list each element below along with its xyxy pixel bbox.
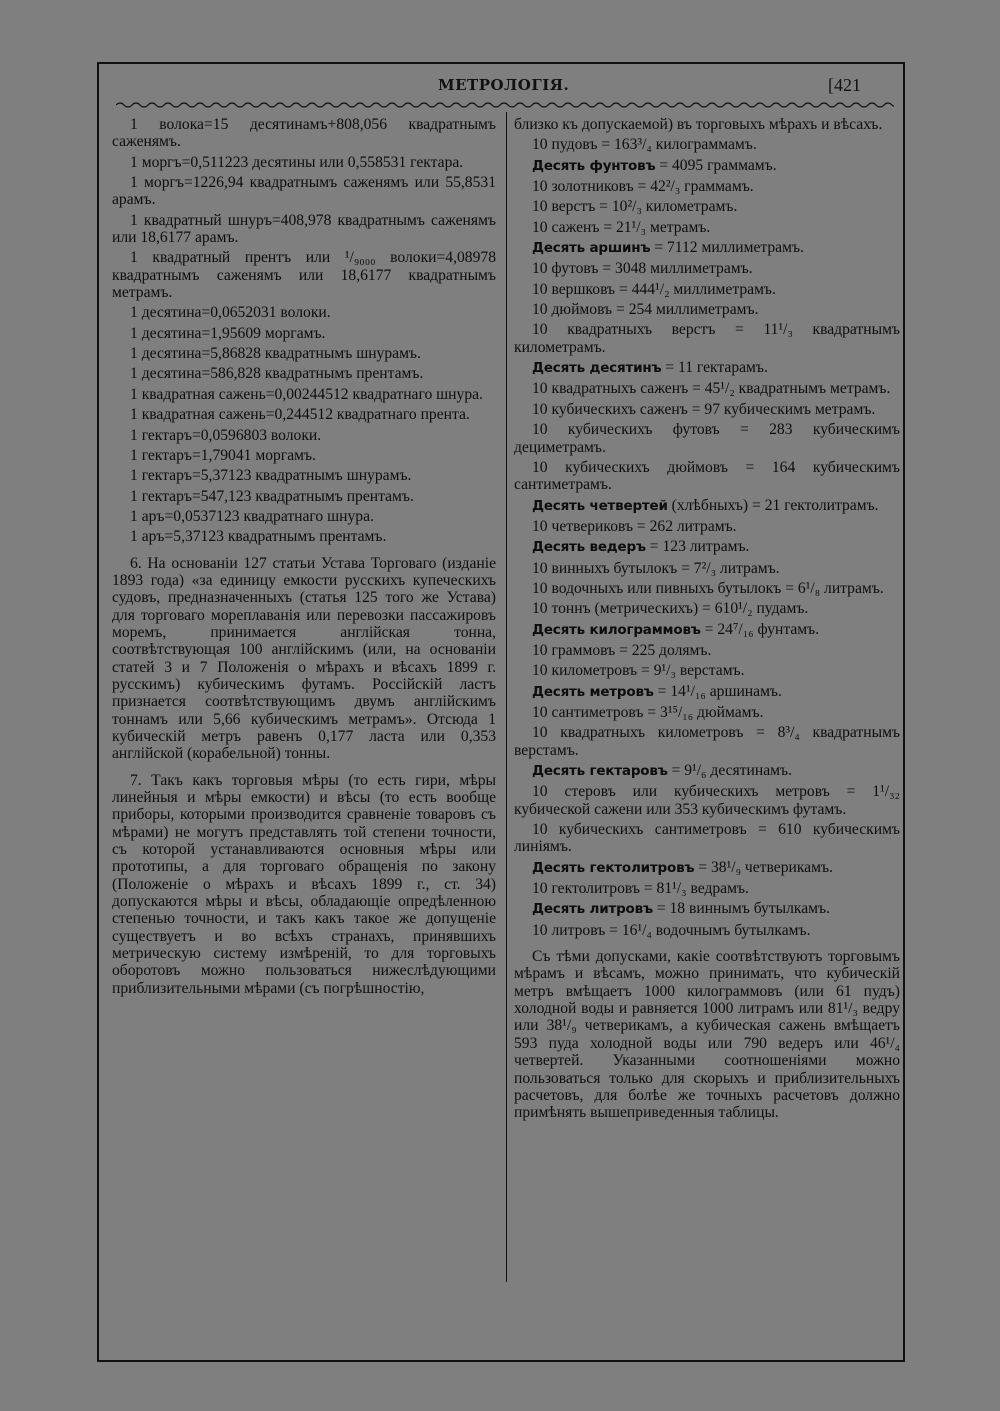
conversion-line: 1 десятина=5,86828 квадратнымъ шнурамъ. xyxy=(130,345,421,363)
conversion-line xyxy=(514,359,900,377)
bold-lead-in: Десять гектолитровъ xyxy=(532,859,695,876)
running-title: МЕТРОЛОГІЯ. xyxy=(438,76,570,94)
conversion-line xyxy=(514,136,900,153)
conversion-text: 10 гектолитровъ = 81¹/₃ ведрамъ. xyxy=(532,880,749,898)
bold-lead-in: Десять аршинъ xyxy=(532,240,651,257)
conversion-text: 10 пудовъ = 163³/₄ килограммамъ. xyxy=(532,136,757,154)
conversion-line: 1 квадратный прентъ или ¹/₉₀₀₀ волоки=4,08978 квадратнымъ саженямъ или 18,6177 квадратнымъ метрамъ. xyxy=(112,249,496,302)
conversion-list xyxy=(514,136,900,939)
conversion-line xyxy=(514,683,900,701)
conversion-text: 10 сантиметровъ = 3¹⁵/₁₆ дюймамъ. xyxy=(532,703,764,721)
conversion-line: 1 моргъ=1226,94 квадратнымъ саженямъ или 55,8531 арамъ. xyxy=(112,174,496,209)
conversion-text: = 38¹/₉ четверикамъ. xyxy=(694,858,833,876)
conversion-text: 10 тоннъ (метрическихъ) = 610¹/₂ пудамъ. xyxy=(532,600,809,618)
conversion-line xyxy=(514,859,900,877)
bold-lead-in: Десять десятинъ xyxy=(532,360,662,377)
conversion-line xyxy=(514,821,900,856)
conversion-text: = 24⁷/₁₆ фунтамъ. xyxy=(700,620,820,638)
conversion-text: 10 четвериковъ = 262 литрамъ. xyxy=(532,517,737,535)
conversion-line: 1 гектаръ=1,79041 моргамъ. xyxy=(130,446,316,464)
conversion-text: 10 кубическихъ саженъ = 97 кубическимъ метрамъ. xyxy=(532,400,876,418)
column-divider xyxy=(506,112,507,1282)
conversion-line xyxy=(514,704,900,721)
bold-lead-in: Десять фунтовъ xyxy=(532,157,656,174)
wavy-rule xyxy=(116,100,894,110)
conversion-text: = 9¹/₆ десятинамъ. xyxy=(667,762,792,779)
conversion-text: 10 саженъ = 21¹/₃ метрамъ. xyxy=(532,218,711,236)
conversion-text: 10 граммовъ = 225 долямъ. xyxy=(532,641,712,659)
conversion-line xyxy=(514,239,900,257)
conversion-line xyxy=(514,157,900,175)
conversion-line xyxy=(514,662,900,679)
conversion-line xyxy=(514,900,900,918)
conversion-text: = 11 гектарамъ. xyxy=(661,359,768,377)
conversion-text: 10 квадратныхъ верстъ = 11¹/₃ квадратнымъ километрамъ. xyxy=(514,321,900,356)
conversion-line xyxy=(514,580,900,597)
conversion-line: 1 гектаръ=5,37123 квадратнымъ шнурамъ. xyxy=(130,467,412,485)
conversion-text: 10 стеровъ или кубическихъ метровъ = 1¹/₃₂ кубической сажени или 353 кубическимъ футамъ. xyxy=(514,783,900,818)
conversion-line xyxy=(514,321,900,356)
conversion-line xyxy=(514,421,900,456)
conversion-line: 1 десятина=586,828 квадратнымъ прентамъ. xyxy=(130,365,424,383)
conversion-text: 10 винныхъ бутылокъ = 7²/₃ литрамъ. xyxy=(532,559,780,577)
conversion-line xyxy=(514,518,900,535)
page-number: [421 xyxy=(828,75,861,95)
conversion-text: 10 водочныхъ или пивныхъ бутылокъ = 6¹/₈ литрамъ. xyxy=(532,579,884,597)
conversion-line xyxy=(514,459,900,494)
conversion-text: 10 кубическихъ дюймовъ = 164 кубическимъ сантиметрамъ. xyxy=(514,458,900,494)
conversion-text: = 7112 миллиметрамъ. xyxy=(650,239,804,257)
conversion-line xyxy=(514,219,900,236)
conversion-line: 1 волока=15 десятинамъ+808,056 квадратнымъ саженямъ. xyxy=(112,116,496,151)
bold-lead-in: Десять литровъ xyxy=(532,901,653,918)
conversion-text: = 14¹/₁₆ аршинамъ. xyxy=(653,682,782,700)
conversion-line: 1 аръ=0,0537123 квадратнаго шнура. xyxy=(130,507,374,525)
conversion-line xyxy=(514,281,900,298)
conversion-text: = 4095 граммамъ. xyxy=(655,156,777,174)
conversion-text: 10 золотниковъ = 42²/₃ граммамъ. xyxy=(532,178,754,196)
conversion-line: 1 моргъ=0,511223 десятины или 0,558531 гектара. xyxy=(130,153,464,171)
conversion-text: 10 километровъ = 9¹/₃ верстамъ. xyxy=(532,662,745,680)
conversion-text: 10 квадратныхъ километровъ = 8³/₄ квадратнымъ верстамъ. xyxy=(514,724,900,759)
conversion-line xyxy=(514,178,900,195)
conversion-line: 1 гектаръ=547,123 квадратнымъ прентамъ. xyxy=(130,487,414,505)
right-column xyxy=(514,116,900,1125)
conversion-text: 10 квадратныхъ саженъ = 45¹/₂ квадратнымъ метрамъ. xyxy=(532,380,891,398)
conversion-text: 10 футовъ = 3048 миллиметрамъ. xyxy=(532,260,753,278)
conversion-line xyxy=(514,621,900,639)
conversion-line: 1 аръ=5,37123 квадратнымъ прентамъ. xyxy=(130,528,387,546)
conversion-text: 10 верстъ = 10²/₃ километрамъ. xyxy=(532,198,738,216)
conversion-line xyxy=(514,642,900,659)
continued-text: близко къ допускаемой) въ торговыхъ мѣрахъ и вѣсахъ. xyxy=(514,116,883,133)
section-7-paragraph: 7. Такъ какъ торговыя мѣры (то есть гири, мѣры линейныя и мѣры емкости) и вѣсы (то есть вообще приборы, которыми производится сравненіе товаровъ съ мѣрами) не могутъ представлять той степени точности, съ которой устанавливаются основныя мѣры или прототипы, а для торговаго обращенія по закону (Положеніе о мѣрахъ и вѣсахъ 1899 г., ст. 34) допускаются мѣры и вѣсы, обладающіе опредѣленною степенью точности, и такъ какъ такое же допущеніе существуетъ и во всѣхъ странахъ, принявшихъ метрическую систему измѣреній, то для торговыхъ оборотовъ можно пользоваться нижеслѣдующими приблизительными мѣрами (съ погрѣшностію, xyxy=(112,771,496,997)
conversion-text: 10 дюймовъ = 254 миллиметрамъ. xyxy=(532,301,759,319)
left-column xyxy=(112,116,496,1000)
bold-lead-in: Десять ведеръ xyxy=(532,539,646,556)
conversion-line xyxy=(514,538,900,556)
section-6-paragraph: 6. На основаніи 127 статьи Устава Торговаго (изданіе 1893 года) «за единицу емкости русскихъ купеческихъ судовъ, предназначенныхъ (статья 125 того же Устава) для торговаго мореплаванія или перевозки пассажировъ моремъ, принимается англійская тонна, соотвѣтствующая 100 англійскимъ (или, на основаніи статей 3 и 7 Положенія о мѣрахъ и вѣсахъ 1899 г. русскимъ) кубическимъ футамъ. Россійскій ластъ признается соотвѣтствующимъ двумъ англійскимъ тоннамъ или 5,66 кубическимъ метрамъ». Отсюда 1 кубическій метръ равенъ 0,177 ласта или 0,353 англійской (корабельной) тонны. xyxy=(112,554,496,763)
conversion-text: = 18 виннымъ бутылкамъ. xyxy=(652,900,831,918)
conversion-line xyxy=(514,380,900,397)
conversion-line xyxy=(514,880,900,897)
conversion-line xyxy=(514,724,900,759)
conversion-line xyxy=(514,260,900,277)
conversion-text: 10 кубическихъ футовъ = 283 кубическимъ дециметрамъ. xyxy=(514,421,900,456)
conversion-line: 1 десятина=1,95609 моргамъ. xyxy=(130,324,326,342)
bold-lead-in: Десять метровъ xyxy=(532,683,654,700)
conversion-line: 1 гектаръ=0,0596803 волоки. xyxy=(130,426,322,444)
conversion-line: 1 десятина=0,0652031 волоки. xyxy=(130,304,331,322)
conversion-line xyxy=(514,301,900,318)
conversion-line xyxy=(514,600,900,617)
conversion-text: 10 кубическихъ сантиметровъ = 610 кубическимъ линіямъ. xyxy=(514,821,900,856)
conversion-text: = 123 литрамъ. xyxy=(645,538,750,556)
conversion-line xyxy=(514,198,900,215)
bold-lead-in: Десять килограммовъ xyxy=(532,621,701,638)
conversion-line: 1 квадратная сажень=0,244512 квадратнаго прента. xyxy=(130,406,470,424)
conversion-line xyxy=(514,401,900,418)
conversion-text: 10 литровъ = 16¹/₄ водочнымъ бутылкамъ. xyxy=(532,921,811,939)
conversion-line xyxy=(514,783,900,818)
conversion-line xyxy=(514,922,900,939)
conversion-line xyxy=(514,762,900,780)
bottom-rule xyxy=(108,1360,904,1362)
page-header xyxy=(0,76,1000,102)
bold-lead-in: Десять четвертей xyxy=(532,497,668,514)
conversion-line xyxy=(514,497,900,515)
bold-lead-in: Десять гектаровъ xyxy=(532,763,668,779)
conversion-line: 1 квадратная сажень=0,00244512 квадратнаго шнура. xyxy=(130,385,483,403)
conversion-text: (хлѣбныхъ) = 21 гектолитрамъ. xyxy=(667,496,879,514)
closing-paragraph: Съ тѣми допусками, какіе соотвѣтствуютъ торговымъ мѣрамъ и вѣсамъ, можно принимать, что кубическій метръ вмѣщаетъ 1000 килограммовъ (или 61 пудъ) холодной воды и равняется 1000 литрамъ или 81¹/₃ ведру или 38¹/₉ четверикамъ, а кубическая сажень вмѣщаетъ 593 пуда холодной воды или 790 ведеръ или 46¹/₄ четвертей. Указанными соотношеніями можно пользоваться только для скорыхъ и приблизительныхъ расчетовъ, для болѣе же точныхъ расчетовъ должно примѣнять вышеприведенныя таблицы. xyxy=(514,948,900,1122)
conversion-line xyxy=(514,560,900,577)
conversion-text: 10 вершковъ = 444¹/₂ миллиметрамъ. xyxy=(532,280,776,298)
conversion-line: 1 квадратный шнуръ=408,978 квадратнымъ саженямъ или 18,6177 арамъ. xyxy=(112,211,496,247)
